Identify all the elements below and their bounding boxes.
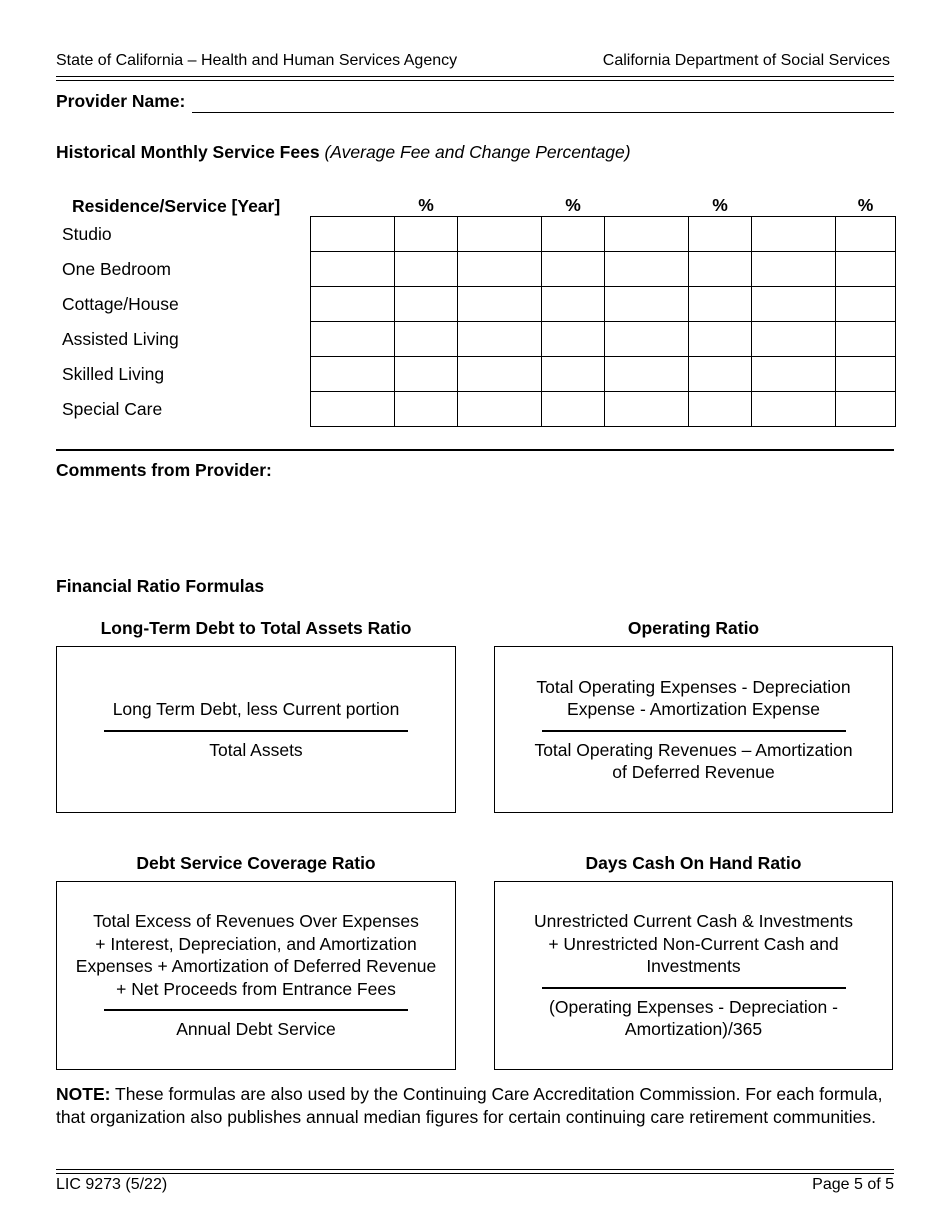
fee-cell[interactable] xyxy=(752,217,836,252)
days-cash-numerator-line-2: + Unrestricted Non-Current Cash and xyxy=(548,933,839,954)
note-text: These formulas are also used by the Continuing Care Accreditation Commission. For each formula, that organization also publishes annual median figures for certain continuing care retirement communities. xyxy=(56,1084,883,1127)
residence-service-header: Residence/Service [Year] xyxy=(72,195,281,216)
percent-header: % xyxy=(418,195,434,215)
percent-cell[interactable] xyxy=(542,287,605,322)
percent-cell[interactable] xyxy=(395,392,458,427)
debt-service-denominator: Annual Debt Service xyxy=(176,1019,336,1040)
percent-cell[interactable] xyxy=(542,392,605,427)
fees-row xyxy=(56,287,896,322)
fee-cell[interactable] xyxy=(752,357,836,392)
fees-row xyxy=(56,217,896,252)
percent-cell[interactable] xyxy=(836,322,896,357)
footer-rule-bottom xyxy=(56,1173,894,1174)
fraction-line xyxy=(104,1009,408,1011)
lt-debt-ratio-box xyxy=(56,646,456,813)
fee-cell[interactable] xyxy=(752,322,836,357)
fees-title: Historical Monthly Service Fees xyxy=(56,142,320,162)
fee-cell[interactable] xyxy=(458,357,542,392)
fee-cell[interactable] xyxy=(752,252,836,287)
days-cash-denominator-line-1: (Operating Expenses - Depreciation - xyxy=(549,996,838,1017)
percent-cell[interactable] xyxy=(542,357,605,392)
fees-table xyxy=(56,194,896,427)
footer-rule-top xyxy=(56,1169,894,1170)
fee-cell[interactable] xyxy=(311,357,395,392)
percent-cell[interactable] xyxy=(542,252,605,287)
fees-row-label: Skilled Living xyxy=(62,363,165,384)
operating-numerator-line-1: Total Operating Expenses - Depreciation xyxy=(536,676,851,697)
header-agency: State of California – Health and Human Services Agency xyxy=(56,52,458,69)
percent-cell[interactable] xyxy=(395,217,458,252)
section-divider xyxy=(56,449,894,451)
percent-cell[interactable] xyxy=(689,322,752,357)
percent-cell[interactable] xyxy=(689,392,752,427)
operating-ratio-box xyxy=(494,646,893,813)
fees-row-label: Studio xyxy=(62,223,112,244)
fee-cell[interactable] xyxy=(311,217,395,252)
percent-cell[interactable] xyxy=(395,287,458,322)
days-cash-numerator-line-1: Unrestricted Current Cash & Investments xyxy=(533,911,853,932)
provider-name-label: Provider Name: xyxy=(56,91,186,111)
fees-header-row xyxy=(56,194,896,217)
percent-header: % xyxy=(857,195,874,215)
days-cash-denominator-line-2: Amortization)/365 xyxy=(624,1019,763,1040)
fee-cell[interactable] xyxy=(605,392,689,427)
comments-field[interactable] xyxy=(56,486,894,566)
fees-row-label: Special Care xyxy=(62,398,163,419)
percent-cell[interactable] xyxy=(836,252,896,287)
operating-denominator-line-2: of Deferred Revenue xyxy=(612,762,775,782)
days-cash-numerator-line-3: Investments xyxy=(646,956,741,977)
fee-cell[interactable] xyxy=(752,287,836,322)
debt-service-numerator-line-2: + Interest, Depreciation, and Amortization xyxy=(95,933,417,954)
days-cash-ratio-box xyxy=(494,881,893,1070)
fees-row xyxy=(56,322,896,357)
fee-cell[interactable] xyxy=(605,217,689,252)
fees-row-label: Assisted Living xyxy=(62,328,179,349)
percent-cell[interactable] xyxy=(395,357,458,392)
fees-row xyxy=(56,392,896,427)
fees-row-label: One Bedroom xyxy=(62,258,171,279)
fee-cell[interactable] xyxy=(311,252,395,287)
fee-cell[interactable] xyxy=(458,392,542,427)
comments-label: Comments from Provider: xyxy=(56,460,272,480)
fee-cell[interactable] xyxy=(311,392,395,427)
operating-numerator-line-2: Expense - Amortization Expense xyxy=(567,699,820,719)
percent-cell[interactable] xyxy=(836,392,896,427)
percent-cell[interactable] xyxy=(395,322,458,357)
fees-row xyxy=(56,252,896,287)
lt-debt-numerator: Long Term Debt, less Current portion xyxy=(112,699,400,719)
debt-service-numerator-line-1: Total Excess of Revenues Over Expenses xyxy=(93,911,419,932)
operating-ratio-title: Operating Ratio xyxy=(627,618,760,638)
debt-service-numerator-line-4: + Net Proceeds from Entrance Fees xyxy=(116,978,396,999)
fees-row xyxy=(56,357,896,392)
lt-debt-denominator: Total Assets xyxy=(209,739,303,760)
ratios-section-title: Financial Ratio Formulas xyxy=(56,576,265,596)
debt-service-ratio-box xyxy=(56,881,456,1070)
lt-debt-ratio-title: Long-Term Debt to Total Assets Ratio xyxy=(100,618,412,638)
page-number: Page 5 of 5 xyxy=(812,1176,894,1193)
percent-cell[interactable] xyxy=(689,287,752,322)
percent-cell[interactable] xyxy=(542,322,605,357)
fee-cell[interactable] xyxy=(752,392,836,427)
debt-service-numerator-line-3: Expenses + Amortization of Deferred Revenue xyxy=(75,956,437,977)
fee-cell[interactable] xyxy=(605,357,689,392)
percent-cell[interactable] xyxy=(836,217,896,252)
fee-cell[interactable] xyxy=(458,252,542,287)
percent-cell[interactable] xyxy=(542,217,605,252)
fee-cell[interactable] xyxy=(605,252,689,287)
operating-denominator-line-1: Total Operating Revenues – Amortization xyxy=(534,739,853,760)
percent-cell[interactable] xyxy=(689,357,752,392)
percent-cell[interactable] xyxy=(836,357,896,392)
percent-header: % xyxy=(565,195,581,215)
provider-name-field[interactable] xyxy=(192,112,894,113)
header-rule-top xyxy=(56,76,894,77)
header-rule-bottom xyxy=(56,80,894,81)
fee-cell[interactable] xyxy=(311,287,395,322)
fee-cell[interactable] xyxy=(458,287,542,322)
form-id: LIC 9273 (5/22) xyxy=(56,1176,168,1193)
percent-cell[interactable] xyxy=(395,252,458,287)
percent-header: % xyxy=(712,195,728,215)
fraction-line xyxy=(542,987,846,989)
fees-subtitle: (Average Fee and Change Percentage) xyxy=(324,142,631,162)
header-department: California Department of Social Services xyxy=(602,52,890,69)
fraction-line xyxy=(104,730,408,732)
days-cash-ratio-title: Days Cash On Hand Ratio xyxy=(585,853,802,873)
percent-cell[interactable] xyxy=(689,217,752,252)
fee-cell[interactable] xyxy=(605,287,689,322)
fraction-line xyxy=(542,730,846,732)
fee-cell[interactable] xyxy=(605,322,689,357)
fee-cell[interactable] xyxy=(458,322,542,357)
fees-section-title xyxy=(56,142,631,163)
note-label: NOTE: xyxy=(56,1084,111,1104)
percent-cell[interactable] xyxy=(836,287,896,322)
percent-cell[interactable] xyxy=(689,252,752,287)
fee-cell[interactable] xyxy=(458,217,542,252)
debt-service-ratio-title: Debt Service Coverage Ratio xyxy=(136,853,376,873)
fee-cell[interactable] xyxy=(311,322,395,357)
note-paragraph xyxy=(56,1083,896,1128)
fees-row-label: Cottage/House xyxy=(62,293,179,314)
